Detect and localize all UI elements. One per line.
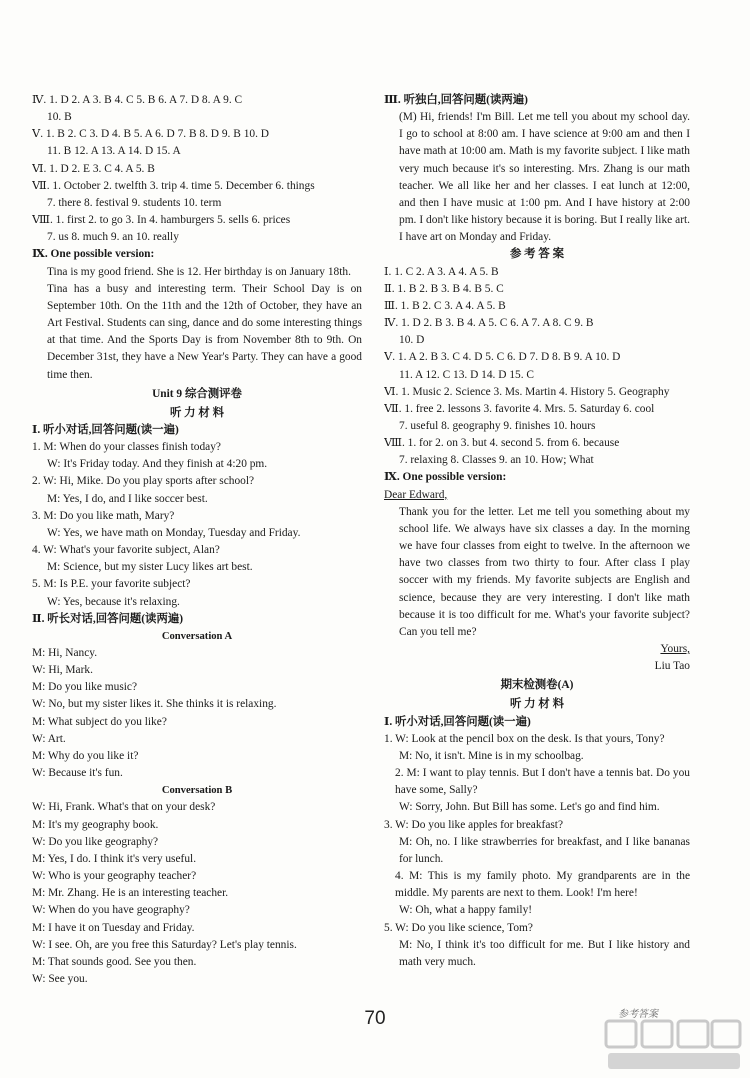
text-line: M: No, I think it's too difficult for me. But I like history and math very much. bbox=[399, 938, 690, 968]
text-line: M: That sounds good. See you then. bbox=[32, 955, 197, 968]
text-line: W: Who is your geography teacher? bbox=[32, 870, 197, 883]
text-line: W: I see. Oh, are you free this Saturday? Let's play tennis. bbox=[32, 938, 297, 951]
text-line: M: Yes, I do. I think it's very useful. bbox=[32, 852, 197, 865]
text-line: W: No, but my sister likes it. She thinks it is relaxing. bbox=[32, 698, 277, 711]
text-line: 3. M: Do you like math, Mary? bbox=[32, 509, 175, 522]
text-line: Ⅱ. 1. B 2. B 3. B 4. B 5. C bbox=[384, 282, 504, 295]
left-column bbox=[32, 92, 362, 988]
text-line: Tina is my good friend. She is 12. Her birthday is on January 18th. bbox=[47, 265, 351, 278]
text-line: W: Hi, Mark. bbox=[32, 664, 93, 677]
text-line: Ⅸ. One possible version: bbox=[384, 471, 507, 484]
text-line: M: Oh, no. I like strawberries for breakfast, and I like bananas for lunch. bbox=[399, 835, 690, 865]
text-line: M: I have it on Tuesday and Friday. bbox=[32, 921, 195, 934]
section-heading: 听 力 材 料 bbox=[169, 406, 225, 419]
text-line: M: Hi, Nancy. bbox=[32, 647, 98, 659]
footer-label: 参考答案 bbox=[618, 1009, 658, 1020]
text-line: 5. W: Do you like science, Tom? bbox=[384, 921, 533, 934]
text-line: M: What subject do you like? bbox=[32, 715, 167, 728]
text-line: 11. A 12. C 13. D 14. D 15. C bbox=[399, 368, 535, 381]
text-line: Thank you for the letter. Let me tell you something about my school life. We always have six classes a day. In the morning we have four classes from eight to twelve. In the afternoon we have two classes from two thirty to four. After class I play soccer with my friends. My favorite subjects are English and science, because they are very interesting. I don't like math because it is too difficult for me. What's your favorite subject? Can you tell me? bbox=[399, 505, 690, 638]
text-line: W: Sorry, John. But Bill has some. Let's go and find him. bbox=[399, 801, 660, 814]
text-line: M: No, it isn't. Mine is in my schoolbag. bbox=[399, 749, 584, 762]
text-line: 7. us 8. much 9. an 10. really bbox=[47, 231, 179, 244]
section-heading: Unit 9 综合测评卷 bbox=[152, 387, 242, 400]
conversation-title: Conversation B bbox=[161, 785, 233, 797]
text-line: Dear Edward, bbox=[384, 488, 448, 501]
text-line: Ⅳ. 1. D 2. A 3. B 4. C 5. B 6. A 7. D 8. A 9. C bbox=[32, 94, 243, 106]
page-number: 70 bbox=[364, 1008, 386, 1029]
text-line: M: Do you like music? bbox=[32, 681, 138, 694]
text-line: 2. W: Hi, Mike. Do you play sports after school? bbox=[32, 475, 255, 488]
text-line: Ⅰ. 听小对话,回答问题(读一遍) bbox=[32, 423, 179, 436]
text-line: W: See you. bbox=[32, 972, 88, 985]
text-line: Ⅵ. 1. D 2. E 3. C 4. A 5. B bbox=[32, 162, 155, 175]
text-line: 7. useful 8. geography 9. finishes 10. hours bbox=[399, 419, 596, 432]
text-line: W: Art. bbox=[32, 732, 66, 745]
text-line: W: Do you like geography? bbox=[32, 835, 159, 848]
text-line: M: It's my geography book. bbox=[32, 818, 159, 831]
text-line: Liu Tao bbox=[654, 660, 690, 673]
text-line: Ⅸ. One possible version: bbox=[32, 248, 155, 261]
text-line: Tina has a busy and interesting term. Their School Day is on September 10th. On the 11th and the 12th of October, they have an Art Festival. Students can sing, dance and do some interesting things at that time. And the Sports Day is from November 8th to 9th. On December 31st, they have a New Year's Party. They can have a good time then. bbox=[47, 282, 362, 381]
text-line: 1. W: Look at the pencil box on the desk. Is that yours, Tony? bbox=[384, 732, 665, 745]
text-line: Ⅰ. 1. C 2. A 3. A 4. A 5. B bbox=[384, 265, 499, 278]
text-line: Ⅰ. 听小对话,回答问题(读一遍) bbox=[384, 715, 531, 728]
text-line: Ⅷ. 1. first 2. to go 3. In 4. hamburgers 5. sells 6. prices bbox=[32, 214, 291, 227]
text-line: M: Science, but my sister Lucy likes art best. bbox=[47, 561, 253, 574]
text-line: Ⅱ. 听长对话,回答问题(读两遍) bbox=[32, 612, 184, 625]
text-line: Ⅶ. 1. free 2. lessons 3. favorite 4. Mrs. 5. Saturday 6. cool bbox=[384, 402, 655, 415]
text-line: 7. relaxing 8. Classes 9. an 10. How; What bbox=[399, 454, 594, 467]
text-line: 2. M: I want to play tennis. But I don't have a tennis bat. Do you have some, Sally? bbox=[395, 767, 690, 797]
text-line: W: Yes, we have math on Monday, Tuesday and Friday. bbox=[47, 526, 301, 539]
text-line: W: Oh, what a happy family! bbox=[399, 904, 533, 917]
right-column bbox=[384, 92, 690, 971]
text-line: Ⅵ. 1. Music 2. Science 3. Ms. Martin 4. History 5. Geography bbox=[384, 385, 670, 398]
text-line: 11. B 12. A 13. A 14. D 15. A bbox=[47, 145, 181, 158]
text-line: Ⅳ. 1. D 2. B 3. B 4. A 5. C 6. A 7. A 8. C 9. B bbox=[384, 317, 594, 330]
text-line: W: Hi, Frank. What's that on your desk? bbox=[32, 801, 216, 814]
text-line: W: Yes, because it's relaxing. bbox=[47, 595, 180, 608]
text-line: Yours, bbox=[660, 643, 690, 655]
text-line: Ⅶ. 1. October 2. twelfth 3. trip 4. time 5. December 6. things bbox=[32, 179, 315, 192]
text-line: 4. W: What's your favorite subject, Alan? bbox=[32, 544, 220, 557]
text-line: (M) Hi, friends! I'm Bill. Let me tell you about my school day. I go to school at 8:00 am. I have science at 9:00 am and then I have math at 10:00 am. Math is my favorite subject. I like math very much because it's so interesting. Mrs. Zhang is our math teacher. We all like her and her classes. I eat lunch at 12:00, and then I have music at 1:00 pm. And I have history at 2:00 pm. I don't like history because it is boring. But I really like art. I have art on Monday and Friday. bbox=[399, 111, 690, 244]
text-line: Ⅴ. 1. B 2. C 3. D 4. B 5. A 6. D 7. B 8. D 9. B 10. D bbox=[32, 128, 270, 141]
text-line: W: Because it's fun. bbox=[32, 767, 123, 780]
text-line: 3. W: Do you like apples for breakfast? bbox=[384, 818, 564, 831]
text-line: 10. D bbox=[399, 334, 425, 347]
text-line: Ⅲ. 听独白,回答问题(读两遍) bbox=[384, 94, 528, 106]
text-line: W: It's Friday today. And they finish at 4:20 pm. bbox=[47, 458, 268, 471]
text-line: M: Mr. Zhang. He is an interesting teacher. bbox=[32, 887, 229, 900]
section-heading: 听 力 材 料 bbox=[509, 698, 565, 711]
text-line: Ⅲ. 1. B 2. C 3. A 4. A 5. B bbox=[384, 299, 506, 312]
watermark-logo bbox=[600, 1015, 745, 1073]
section-heading: 期末检测卷(A) bbox=[500, 679, 574, 692]
text-line: 1. M: When do your classes finish today? bbox=[32, 441, 221, 454]
text-line: 10. B bbox=[47, 111, 72, 124]
text-line: M: Yes, I do, and I like soccer best. bbox=[47, 492, 208, 505]
text-line: 7. there 8. festival 9. students 10. term bbox=[47, 196, 222, 209]
text-line: Ⅴ. 1. A 2. B 3. C 4. D 5. C 6. D 7. D 8. B 9. A 10. D bbox=[384, 351, 621, 364]
text-line: W: When do you have geography? bbox=[32, 904, 190, 917]
text-line: 5. M: Is P.E. your favorite subject? bbox=[32, 578, 191, 591]
text-line: Ⅷ. 1. for 2. on 3. but 4. second 5. from 6. because bbox=[384, 437, 620, 450]
section-heading: 参 考 答 案 bbox=[509, 248, 565, 261]
text-line: M: Why do you like it? bbox=[32, 749, 139, 762]
text-line: 4. M: This is my family photo. My grandparents are in the middle. My parents are next to them. Look! I'm here! bbox=[395, 870, 690, 900]
conversation-title: Conversation A bbox=[161, 630, 233, 642]
